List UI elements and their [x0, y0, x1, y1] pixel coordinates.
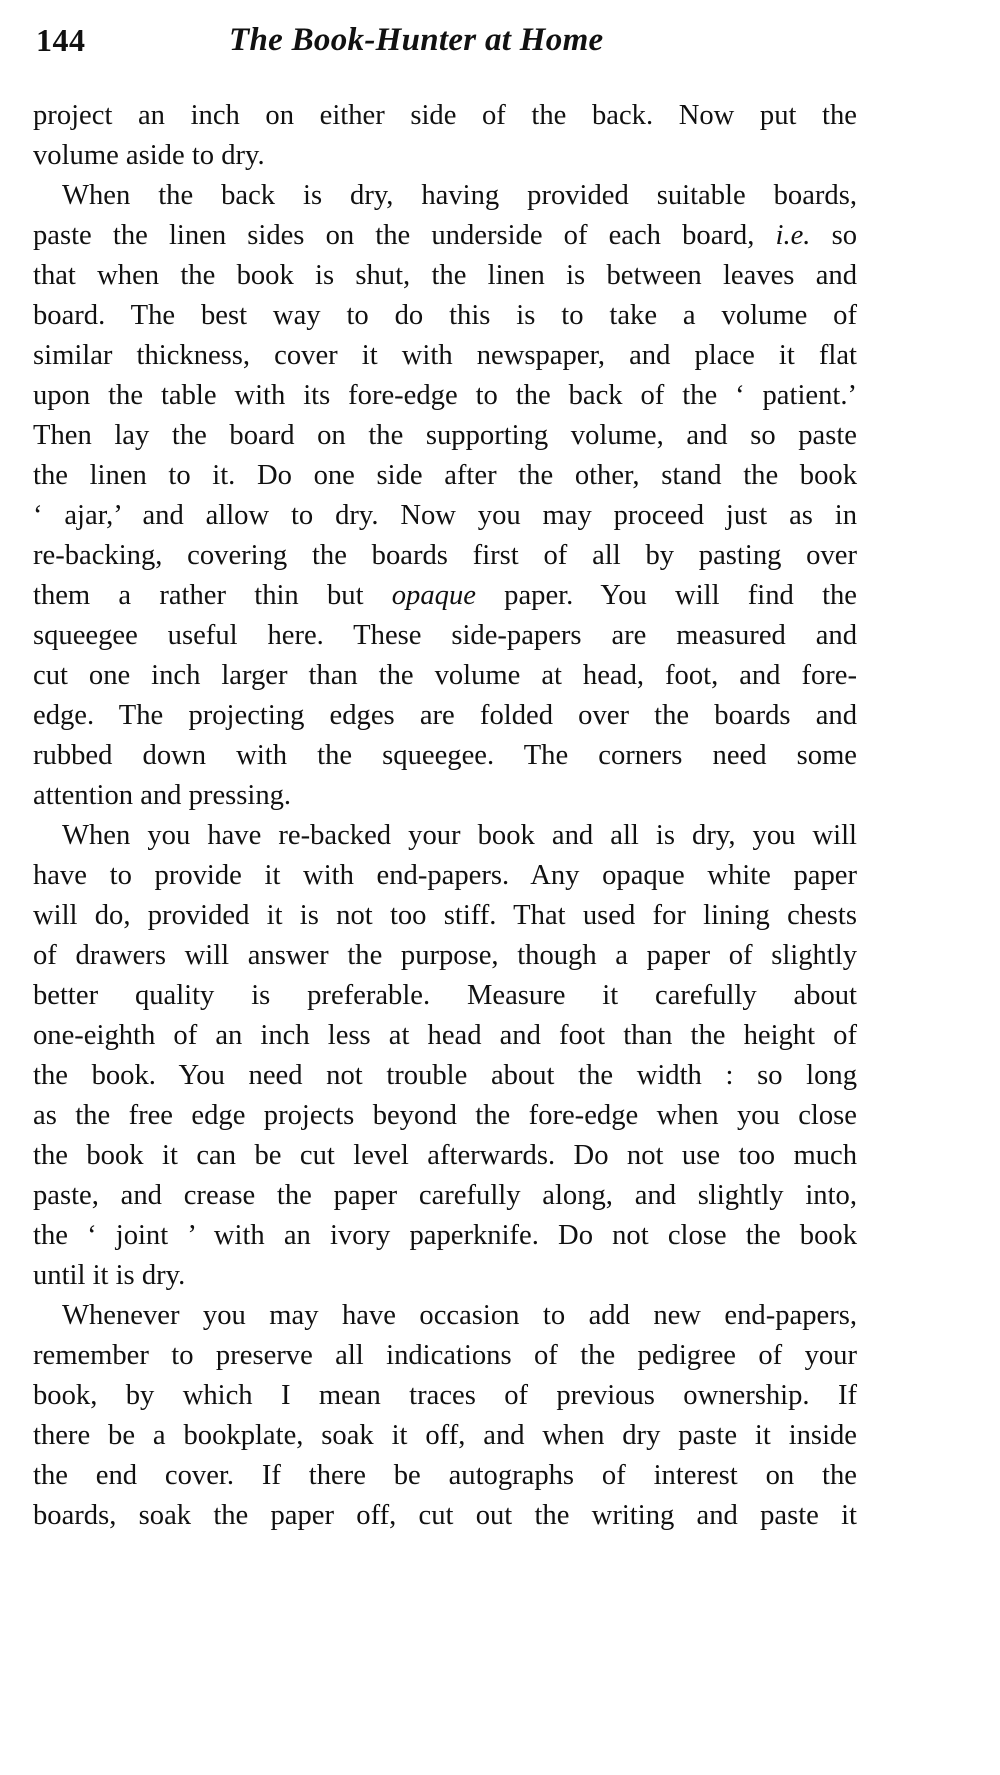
text-line: edge. The projecting edges are folded over the boards and [33, 700, 857, 731]
text-line: them a rather thin but opaque paper. You will find the [33, 580, 857, 611]
page-header [36, 22, 866, 66]
text-line: the end cover. If there be autographs of interest on the [33, 1460, 857, 1491]
body-text [33, 96, 857, 1536]
text-line: cut one inch larger than the volume at head, foot, and fore- [33, 660, 857, 691]
text-line: When you have re-backed your book and all is dry, you will [62, 820, 857, 851]
text-line: When the back is dry, having provided suitable boards, [62, 180, 857, 211]
text-line: as the free edge projects beyond the fore-edge when you close [33, 1100, 857, 1131]
text-line: attention and pressing. [33, 780, 292, 811]
text-line: upon the table with its fore-edge to the back of the ‘ patient.’ [33, 380, 857, 411]
text-line: Then lay the board on the supporting volume, and so paste [33, 420, 857, 451]
text-line: one-eighth of an inch less at head and foot than the height of [33, 1020, 857, 1051]
text-line: that when the book is shut, the linen is between leaves and [33, 260, 857, 291]
text-line: project an inch on either side of the back. Now put the [33, 100, 857, 131]
running-head: The Book-Hunter at Home [229, 22, 604, 58]
text-line: remember to preserve all indications of the pedigree of your [33, 1340, 857, 1371]
text-line: the book. You need not trouble about the width : so long [33, 1060, 857, 1091]
text-line: similar thickness, cover it with newspaper, and place it flat [33, 340, 857, 371]
text-line: paste the linen sides on the underside of each board, i.e. so [33, 220, 857, 251]
text-line: re-backing, covering the boards first of all by pasting over [33, 540, 857, 571]
text-line: will do, provided it is not too stiff. That used for lining chests [33, 900, 857, 931]
text-line: squeegee useful here. These side-papers are measured and [33, 620, 857, 651]
text-line: of drawers will answer the purpose, though a paper of slightly [33, 940, 857, 971]
text-line: the book it can be cut level afterwards. Do not use too much [33, 1140, 857, 1171]
text-line: ‘ ajar,’ and allow to dry. Now you may proceed just as in [33, 500, 857, 531]
text-line: the linen to it. Do one side after the other, stand the book [33, 460, 857, 491]
text-line: Whenever you may have occasion to add new end-papers, [62, 1300, 857, 1331]
text-line: volume aside to dry. [33, 140, 265, 171]
text-line: the ‘ joint ’ with an ivory paperknife. Do not close the book [33, 1220, 857, 1251]
text-line: rubbed down with the squeegee. The corners need some [33, 740, 857, 771]
text-line: boards, soak the paper off, cut out the writing and paste it [33, 1500, 857, 1531]
paragraph [33, 176, 857, 816]
text-line: book, by which I mean traces of previous ownership. If [33, 1380, 857, 1411]
text-line: have to provide it with end-papers. Any opaque white paper [33, 860, 857, 891]
paragraph [33, 96, 857, 176]
text-line: until it is dry. [33, 1260, 186, 1291]
text-line: there be a bookplate, soak it off, and when dry paste it inside [33, 1420, 857, 1451]
text-line: better quality is preferable. Measure it carefully about [33, 980, 857, 1011]
text-line: board. The best way to do this is to take a volume of [33, 300, 857, 331]
text-line: paste, and crease the paper carefully along, and slightly into, [33, 1180, 857, 1211]
paragraph [33, 1296, 857, 1536]
paragraph [33, 816, 857, 1296]
page-number: 144 [36, 22, 86, 58]
